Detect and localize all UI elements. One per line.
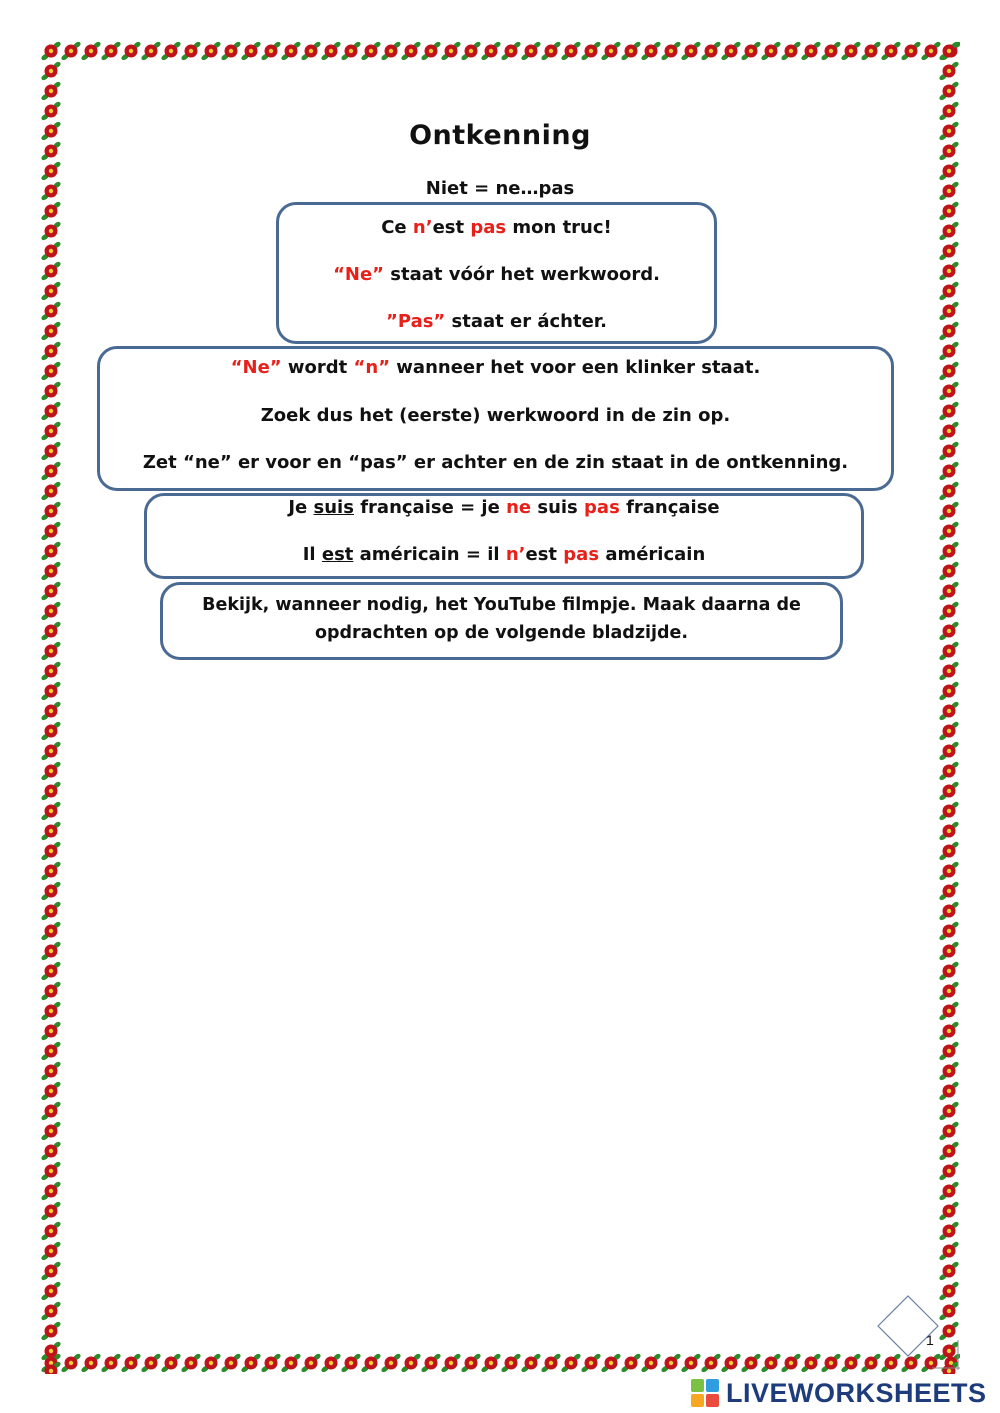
flower-icon (380, 41, 401, 62)
flower-icon (938, 921, 959, 942)
flower-icon (40, 101, 61, 122)
flower-icon (40, 1341, 61, 1362)
flower-icon (938, 681, 959, 702)
flower-icon (260, 1353, 281, 1374)
flower-icon (938, 841, 959, 862)
flower-icon (440, 41, 461, 62)
flower-icon (40, 1161, 61, 1182)
flower-icon (40, 1081, 61, 1102)
flower-icon (938, 521, 959, 542)
flower-icon (938, 701, 959, 722)
flower-icon (40, 1021, 61, 1042)
instruction-text: Bekijk, wanneer nodig, het YouTube filmpje. Maak daarna de opdrachten op de volgende bladzijde. (202, 595, 801, 643)
flower-icon (340, 41, 361, 62)
flower-icon (938, 281, 959, 302)
flower-border-bottom (40, 1352, 960, 1374)
flower-icon (540, 41, 561, 62)
flower-icon (938, 861, 959, 882)
flower-icon (938, 1001, 959, 1022)
flower-icon (280, 1353, 301, 1374)
flower-icon (80, 1353, 101, 1374)
flower-icon (620, 1353, 641, 1374)
flower-icon (40, 1201, 61, 1222)
flower-icon (40, 681, 61, 702)
flower-icon (180, 1353, 201, 1374)
flower-icon (40, 701, 61, 722)
page-subtitle: Niet = ne…pas (425, 178, 575, 199)
flower-icon (460, 41, 481, 62)
flower-icon (40, 581, 61, 602)
flower-icon (360, 1353, 381, 1374)
flower-icon (938, 1041, 959, 1062)
flower-icon (580, 1353, 601, 1374)
flower-icon (240, 1353, 261, 1374)
flower-icon (760, 1353, 781, 1374)
flower-icon (360, 41, 381, 62)
flower-icon (40, 1301, 61, 1322)
flower-icon (640, 41, 661, 62)
flower-icon (740, 1353, 761, 1374)
liveworksheets-logo-icon (690, 1378, 720, 1408)
flower-icon (938, 881, 959, 902)
flower-icon (300, 41, 321, 62)
flower-icon (40, 421, 61, 442)
flower-icon (938, 301, 959, 322)
flower-icon (938, 201, 959, 222)
flower-icon (938, 801, 959, 822)
flower-icon (580, 41, 601, 62)
flower-icon (480, 1353, 501, 1374)
flower-icon (938, 601, 959, 622)
flower-icon (100, 41, 121, 62)
flower-icon (938, 761, 959, 782)
flower-icon (820, 41, 841, 62)
liveworksheets-logo (690, 1378, 987, 1408)
flower-border-top (40, 40, 960, 62)
flower-icon (40, 1121, 61, 1142)
flower-icon (40, 601, 61, 622)
flower-icon (938, 221, 959, 242)
flower-icon (40, 1061, 61, 1082)
flower-icon (938, 741, 959, 762)
flower-icon (938, 721, 959, 742)
flower-icon (200, 41, 221, 62)
flower-icon (40, 941, 61, 962)
flower-icon (40, 921, 61, 942)
flower-icon (938, 501, 959, 522)
flower-icon (480, 41, 501, 62)
rule-placement-line: Zet “ne” er voor en “pas” er achter en de zin staat in de ontkenning. (142, 452, 849, 473)
flower-icon (40, 1281, 61, 1302)
flower-icon (40, 961, 61, 982)
rule-verb-line: Zoek dus het (eerste) werkwoord in de zin op. (260, 405, 731, 426)
flower-icon (938, 261, 959, 282)
flower-icon (938, 101, 959, 122)
flower-icon (40, 841, 61, 862)
flower-icon (40, 1141, 61, 1162)
flower-icon (40, 1041, 61, 1062)
flower-icon (40, 61, 61, 82)
flower-icon (938, 561, 959, 582)
flower-icon (40, 401, 61, 422)
flower-icon (40, 721, 61, 742)
flower-icon (40, 881, 61, 902)
flower-icon (60, 41, 81, 62)
flower-border-left (40, 40, 62, 1374)
flower-icon (938, 441, 959, 462)
flower-icon (938, 61, 959, 82)
flower-icon (600, 1353, 621, 1374)
flower-icon (40, 201, 61, 222)
flower-icon (140, 41, 161, 62)
flower-icon (40, 321, 61, 342)
flower-icon (40, 1241, 61, 1262)
flower-icon (840, 1353, 861, 1374)
flower-icon (938, 341, 959, 362)
flower-icon (938, 1261, 959, 1282)
flower-icon (660, 41, 681, 62)
instruction-box (160, 582, 843, 660)
flower-icon (720, 1353, 741, 1374)
flower-icon (40, 661, 61, 682)
flower-icon (40, 781, 61, 802)
flower-icon (420, 1353, 441, 1374)
flower-icon (720, 41, 741, 62)
flower-icon (40, 521, 61, 542)
flower-icon (938, 961, 959, 982)
flower-icon (80, 41, 101, 62)
flower-icon (938, 781, 959, 802)
flower-icon (420, 41, 441, 62)
flower-icon (680, 41, 701, 62)
flower-icon (938, 1181, 959, 1202)
flower-icon (938, 461, 959, 482)
flower-icon (520, 1353, 541, 1374)
flower-icon (938, 641, 959, 662)
flower-icon (938, 421, 959, 442)
flower-icon (140, 1353, 161, 1374)
flower-icon (620, 41, 641, 62)
flower-icon (938, 321, 959, 342)
flower-icon (500, 41, 521, 62)
rule-pas-line: ”Pas” staat er áchter. (386, 311, 607, 332)
flower-icon (740, 41, 761, 62)
flower-icon (160, 41, 181, 62)
page-title: Ontkenning (409, 120, 591, 151)
rule-klinker-line: “Ne” wordt “n” wanneer het voor een klinker staat. (230, 357, 761, 378)
flower-icon (40, 621, 61, 642)
flower-icon (938, 41, 959, 62)
flower-icon (800, 1353, 821, 1374)
flower-icon (938, 541, 959, 562)
page-corner-icon (870, 1290, 960, 1374)
flower-icon (938, 981, 959, 1002)
flower-icon (938, 361, 959, 382)
flower-icon (560, 1353, 581, 1374)
flower-icon (938, 1161, 959, 1182)
flower-icon (40, 241, 61, 262)
flower-icon (40, 801, 61, 822)
flower-icon (938, 1201, 959, 1222)
flower-icon (260, 41, 281, 62)
flower-icon (700, 1353, 721, 1374)
flower-icon (40, 1361, 61, 1374)
flower-icon (540, 1353, 561, 1374)
flower-icon (40, 461, 61, 482)
flower-icon (938, 1241, 959, 1262)
flower-icon (938, 661, 959, 682)
flower-icon (700, 41, 721, 62)
flower-icon (300, 1353, 321, 1374)
flower-icon (40, 561, 61, 582)
flower-icon (938, 821, 959, 842)
example-sentence: Ce n’est pas mon truc! (381, 217, 612, 238)
flower-icon (40, 301, 61, 322)
flower-icon (938, 401, 959, 422)
flower-icon (40, 381, 61, 402)
flower-icon (280, 41, 301, 62)
flower-icon (40, 361, 61, 382)
flower-icon (938, 1061, 959, 1082)
flower-icon (40, 481, 61, 502)
flower-icon (40, 641, 61, 662)
flower-icon (880, 41, 901, 62)
flower-icon (220, 41, 241, 62)
flower-icon (820, 1353, 841, 1374)
flower-icon (200, 1353, 221, 1374)
flower-icon (938, 901, 959, 922)
flower-icon (40, 441, 61, 462)
flower-icon (860, 41, 881, 62)
examples-box (144, 493, 864, 579)
flower-icon (840, 41, 861, 62)
flower-icon (600, 41, 621, 62)
flower-icon (640, 1353, 661, 1374)
flower-icon (938, 81, 959, 102)
flower-icon (938, 1021, 959, 1042)
flower-icon (440, 1353, 461, 1374)
flower-icon (40, 341, 61, 362)
flower-icon (938, 581, 959, 602)
flower-icon (120, 41, 141, 62)
flower-icon (560, 41, 581, 62)
flower-icon (520, 41, 541, 62)
flower-icon (40, 761, 61, 782)
flower-icon (40, 1261, 61, 1282)
flower-icon (938, 381, 959, 402)
flower-icon (460, 1353, 481, 1374)
flower-icon (40, 261, 61, 282)
flower-icon (40, 901, 61, 922)
rule-box-klinker (97, 346, 894, 491)
flower-icon (40, 281, 61, 302)
page-number: 1 (926, 1332, 934, 1348)
flower-icon (500, 1353, 521, 1374)
flower-icon (40, 41, 61, 62)
flower-icon (760, 41, 781, 62)
flower-icon (938, 621, 959, 642)
flower-icon (938, 481, 959, 502)
flower-icon (100, 1353, 121, 1374)
flower-icon (340, 1353, 361, 1374)
flower-icon (780, 1353, 801, 1374)
flower-icon (660, 1353, 681, 1374)
flower-icon (380, 1353, 401, 1374)
flower-icon (40, 1321, 61, 1342)
flower-icon (40, 1001, 61, 1022)
flower-icon (160, 1353, 181, 1374)
flower-icon (120, 1353, 141, 1374)
flower-icon (938, 1141, 959, 1162)
flower-icon (40, 501, 61, 522)
flower-icon (220, 1353, 241, 1374)
flower-icon (40, 1101, 61, 1122)
flower-icon (320, 41, 341, 62)
flower-icon (680, 1353, 701, 1374)
flower-icon (180, 41, 201, 62)
flower-icon (40, 741, 61, 762)
flower-icon (938, 1081, 959, 1102)
flower-icon (938, 1221, 959, 1242)
flower-icon (240, 41, 261, 62)
example-il-est: Il est américain = il n’est pas américain (302, 544, 706, 565)
flower-icon (40, 221, 61, 242)
flower-icon (938, 1101, 959, 1122)
flower-icon (40, 541, 61, 562)
flower-icon (938, 1121, 959, 1142)
liveworksheets-brand: LIVEWORKSHEETS (726, 1377, 987, 1408)
flower-icon (800, 41, 821, 62)
flower-icon (400, 1353, 421, 1374)
flower-icon (60, 1353, 81, 1374)
flower-icon (320, 1353, 341, 1374)
example-je-suis: Je suis française = je ne suis pas française (288, 497, 720, 518)
flower-icon (938, 941, 959, 962)
flower-icon (938, 241, 959, 262)
rule-box-ne-pas (276, 202, 717, 344)
flower-icon (40, 81, 61, 102)
flower-icon (40, 821, 61, 842)
flower-icon (400, 41, 421, 62)
flower-icon (40, 1181, 61, 1202)
flower-icon (900, 41, 921, 62)
flower-icon (40, 861, 61, 882)
flower-icon (780, 41, 801, 62)
flower-icon (40, 1221, 61, 1242)
rule-ne-line: “Ne” staat vóór het werkwoord. (333, 264, 660, 285)
flower-border-right (938, 40, 960, 1374)
flower-icon (40, 981, 61, 1002)
